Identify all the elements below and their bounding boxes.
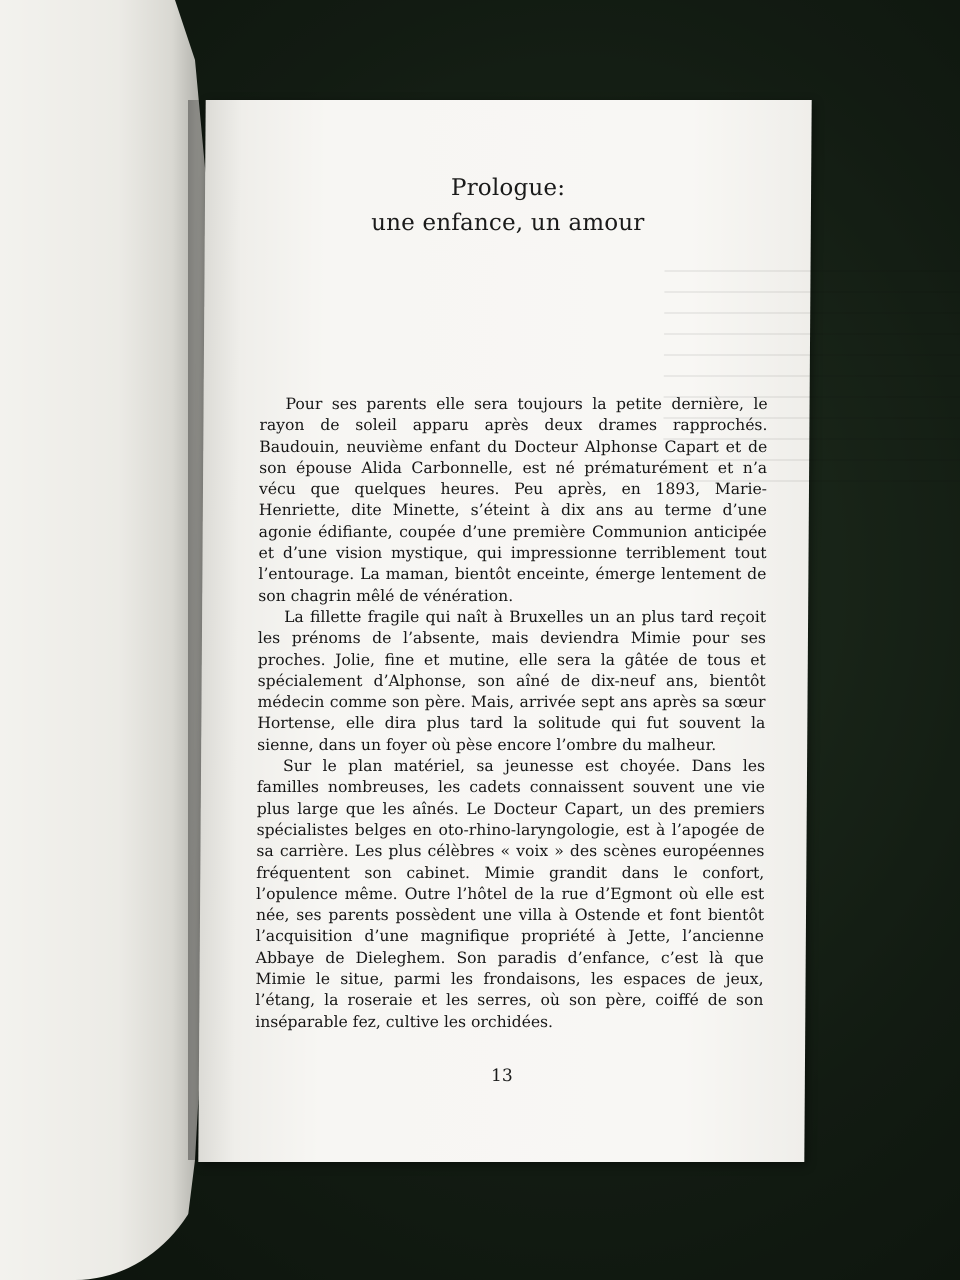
page-number: 13 — [490, 1066, 513, 1086]
paragraph: Pour ses parents elle sera toujours la petite dernière, le rayon de soleil apparu après deux drames rapprochés. Baudouin, neuvième enfant du Docteur Alphonse Capart et de son épouse Alida Carbonnelle, est né prématurément et n’a vécu que quelques heures. Peu après, en 1893, Marie-Henriette, dite Minette, s’éteint à dix ans au terme d’une agonie édifiante, coupée d’une première Communion anticipée et d’une vision mystique, qui impressionne terriblement tout l’entourage. La maman, bientôt enceinte, émerge lentement de son chagrin mêlé de vénération. — [258, 395, 768, 605]
left-facing-page — [0, 0, 215, 1280]
chapter-title: Prologue: — [450, 175, 566, 201]
chapter-subtitle: une enfance, un amour — [371, 210, 645, 236]
paragraph: La fillette fragile qui naît à Bruxelles un an plus tard reçoit les prénoms de l’absente, mais deviendra Mimie pour ses proches. Jolie, fine et mutine, elle sera la gâtée de tous et spécialement d’Alphonse, son aîné de dix-neuf ans, bientôt médecin comme son père. Mais, arrivée sept ans après sa sœur Hortense, elle dira plus tard la solitude qui fut souvent la sienne, dans un foyer où pèse encore l’ombre du malheur. — [257, 607, 767, 754]
body-text — [255, 394, 767, 1033]
paragraph: Sur le plan matériel, sa jeunesse est choyée. Dans les familles nombreuses, les cadets connaissent souvent une vie plus large que les aînés. Le Docteur Capart, un des premiers spécialistes belges en oto-rhino-laryngologie, est à l’apogée de sa carrière. Les plus célèbres « voix » des scènes européennes fréquentent son cabinet. Mimie grandit dans le confort, l’opulence même. Outre l’hôtel de la rue d’Egmont où elle est née, ses parents possèdent une villa à Ostende et font bientôt l’acquisition d’une magnifique propriété à Jette, l’ancienne Abbaye de Dieleghem. Son paradis d’enfance, c’est là que Mimie le situe, parmi les frondaisons, les espaces de jeux, l’étang, la roseraie et les serres, où son père, coiffé de son inséparable fez, cultive les orchidées. — [255, 757, 766, 1031]
book-page — [198, 100, 811, 1162]
